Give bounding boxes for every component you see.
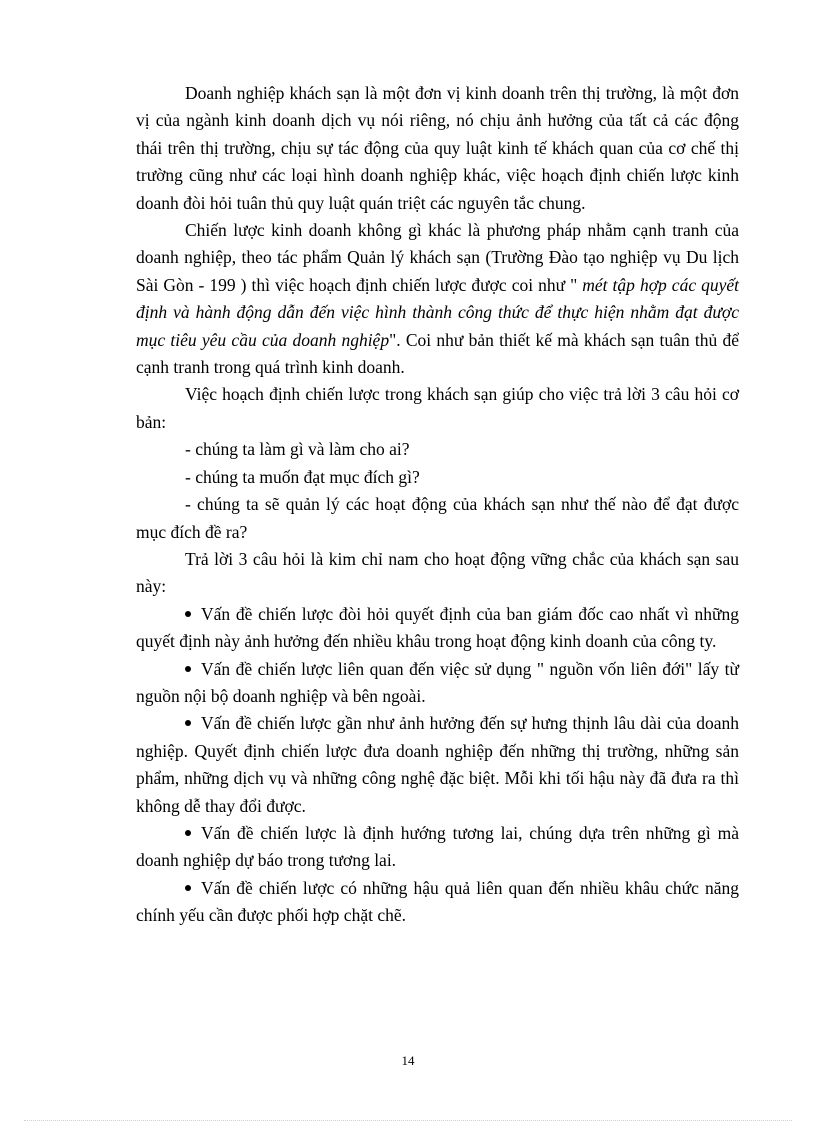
paragraph-text: Chiến lược kinh doanh không gì khác là phương pháp nhằm cạnh tranh của doanh nghiệp, theo tác phẩm Quản lý khách sạn (Trường Đào tạo nghiệp vụ Du lịch Sài Gòn - 199 ) thì việc hoạch định chiến lược được coi như "	[136, 220, 739, 295]
bullet-item: Vấn đề chiến lược liên quan đến việc sử dụng " nguồn vốn liên đới" lấy từ nguồn nội bộ doanh nghiệp và bên ngoài.	[136, 658, 739, 706]
bullet-item: Vấn đề chiến lược là định hướng tương lai, chúng dựa trên những gì mà doanh nghiệp dự báo trong tương lai.	[136, 822, 739, 871]
question-item: - chúng ta làm gì và làm cho ai?	[185, 439, 410, 460]
bullet-icon	[185, 720, 191, 726]
question-item: - chúng ta sẽ quản lý các hoạt động của khách sạn như thế nào để đạt được mục đích đề ra?	[136, 494, 739, 542]
question-item: - chúng ta muốn đạt mục đích gì?	[185, 466, 420, 487]
bullet-icon	[185, 611, 191, 617]
paragraph: Doanh nghiệp khách sạn là một đơn vị kinh doanh trên thị trường, là một đơn vị của ngành kinh doanh dịch vụ nói riêng, nó chịu ảnh hưởng của tất cả các động thái trên thị trường, chịu sự tác động của quy luật kinh tế khách quan của cơ chế thị trường cũng như các loại hình doanh nghiệp khác, việc hoạch định chiến lược kinh doanh đòi hỏi tuân thủ quy luật quán triệt các nguyên tắc chung.	[136, 83, 739, 213]
paragraph: Việc hoạch định chiến lược trong khách sạn giúp cho việc trả lời 3 câu hỏi cơ bản:	[136, 384, 739, 432]
bullet-item: Vấn đề chiến lược gần như ảnh hưởng đến sự hưng thịnh lâu dài của doanh nghiệp. Quyết định chiến lược đưa doanh nghiệp đến những thị trường, những sản phẩm, những dịch vụ và những công nghệ đặc biệt. Mỗi khi tối hậu này đã đưa ra thì không dễ thay đổi được.	[136, 713, 739, 816]
bullet-item: Vấn đề chiến lược có những hậu quả liên quan đến nhiều khâu chức năng chính yếu cần được phối hợp chặt chẽ.	[136, 877, 739, 926]
italic-quote: mét tập hợp các quyết định và hành động dẫn đến việc hình thành công thức để thực hiện nhằm đạt được mục tiêu yêu cầu của doanh nghiệp	[136, 274, 740, 350]
paragraph-text: ". Coi như bản thiết kế mà khách sạn tuân thủ để cạnh tranh trong quá trình kinh doanh.	[136, 329, 739, 378]
paragraph	[136, 217, 739, 381]
bullet-icon	[185, 830, 191, 836]
page-bottom-divider	[24, 1120, 792, 1121]
bullet-item: Vấn đề chiến lược đòi hỏi quyết định của ban giám đốc cao nhất vì những quyết định này ảnh hưởng đến nhiều khâu trong hoạt động kinh doanh của công ty.	[136, 603, 739, 652]
paragraph: Trả lời 3 câu hỏi là kim chỉ nam cho hoạt động vững chắc của khách sạn sau này:	[136, 548, 739, 597]
bullet-icon	[185, 885, 191, 891]
page-number: 14	[401, 1053, 415, 1068]
document-body	[136, 80, 739, 930]
bullet-icon	[185, 666, 191, 672]
